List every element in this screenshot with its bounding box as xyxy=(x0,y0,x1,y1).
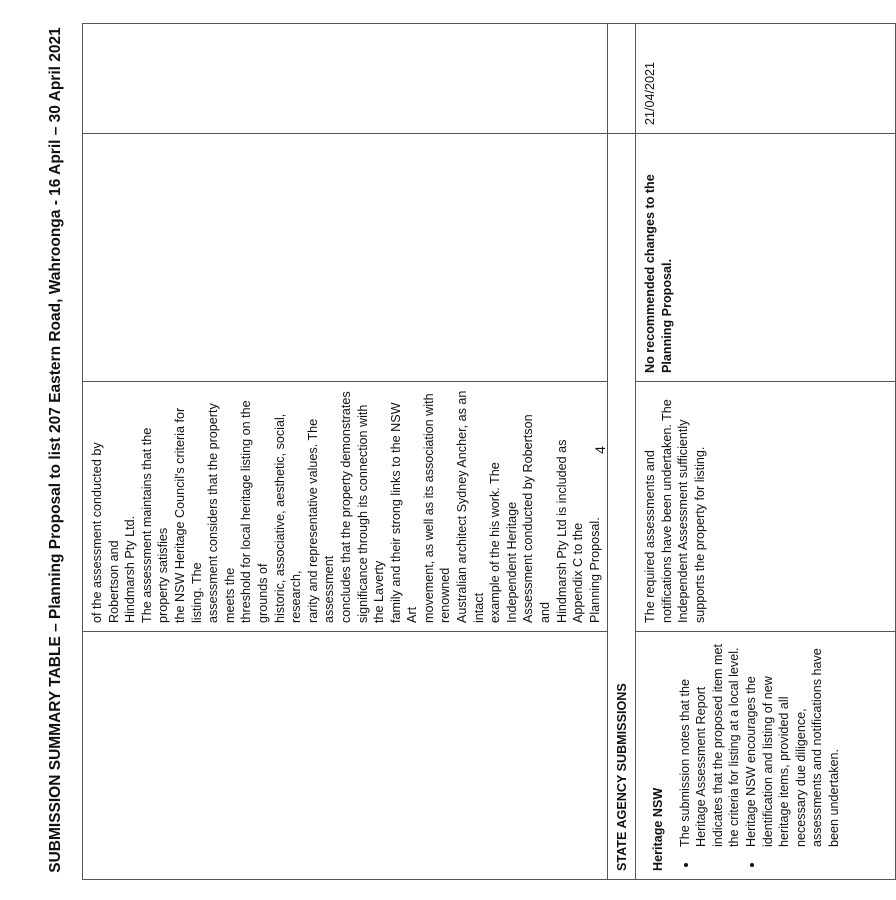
submission-cell xyxy=(636,632,896,880)
comment-line: rarity and representative values. The assessment xyxy=(305,418,337,623)
submission-bullets xyxy=(677,640,843,871)
comment-line: of the assessment conducted by Robertson and xyxy=(90,442,121,623)
section-row xyxy=(608,24,636,880)
comment-line: example of the his work. The Independent Heritage xyxy=(488,462,519,623)
comment-line: Assessment conducted by Robertson and xyxy=(521,414,553,623)
comment-line: Hindmarsh Pty Ltd. xyxy=(123,515,138,623)
comment-cell: The required assessments and notifications have been undertaken. The Independent Assessment sufficiently supports the property for listing. xyxy=(636,382,896,632)
table-row-continued xyxy=(83,24,608,880)
date-cell: 21/04/2021 xyxy=(636,24,896,134)
agency-heading: Heritage NSW xyxy=(651,787,665,871)
comment-line: family and their strong links to the NSW Art xyxy=(388,402,420,623)
submission-table xyxy=(82,23,896,880)
comment-line: The assessment maintains that the property satisfies xyxy=(139,427,171,623)
comment-line: significance through its connection with the Laverty xyxy=(355,404,387,623)
section-date-cell-empty xyxy=(608,24,636,134)
comment-line: Planning Proposal. xyxy=(587,517,602,623)
comment-line: Australian architect Sydney Ancher, as an intact xyxy=(455,390,486,623)
section-heading: STATE AGENCY SUBMISSIONS xyxy=(608,134,636,880)
comment-line: Hindmarsh Pty Ltd is included as Appendix C to the xyxy=(554,439,586,623)
recommendation-cell-empty xyxy=(83,134,608,382)
page-title: SUBMISSION SUMMARY TABLE – Planning Proposal to list 207 Eastern Road, Wahroonga - 16 April – 30 April 2021 xyxy=(47,27,64,873)
comment-cell-continued xyxy=(83,382,608,632)
comment-line: threshold for local heritage listing on the grounds of xyxy=(239,400,270,623)
comment-line: concludes that the property demonstrates xyxy=(338,391,353,623)
comment-line: movement, as well as its association with renowned xyxy=(421,393,453,623)
submission-cell-empty xyxy=(83,632,608,880)
bullet-item: • The submission notes that the Heritage Assessment Report indicates that the proposed item met the criteria for listing at a local level. xyxy=(677,640,743,853)
date-cell-empty xyxy=(83,24,608,134)
comment-line: historic, associative, aesthetic, social, research, xyxy=(272,413,304,623)
comment-line: the NSW Heritage Council's criteria for listing. The xyxy=(172,407,204,623)
recommendation-cell: No recommended changes to the Planning Proposal. xyxy=(636,134,896,382)
bullet-item: • Heritage NSW encourages the identification and listing of new heritage items, provided all necessary due diligence, assessments and notifications have been undertaken. xyxy=(743,640,843,853)
comment-line: assessment considers that the property meets the xyxy=(206,403,237,623)
table-row-heritage xyxy=(636,24,896,880)
page-number: 4 xyxy=(592,446,608,454)
